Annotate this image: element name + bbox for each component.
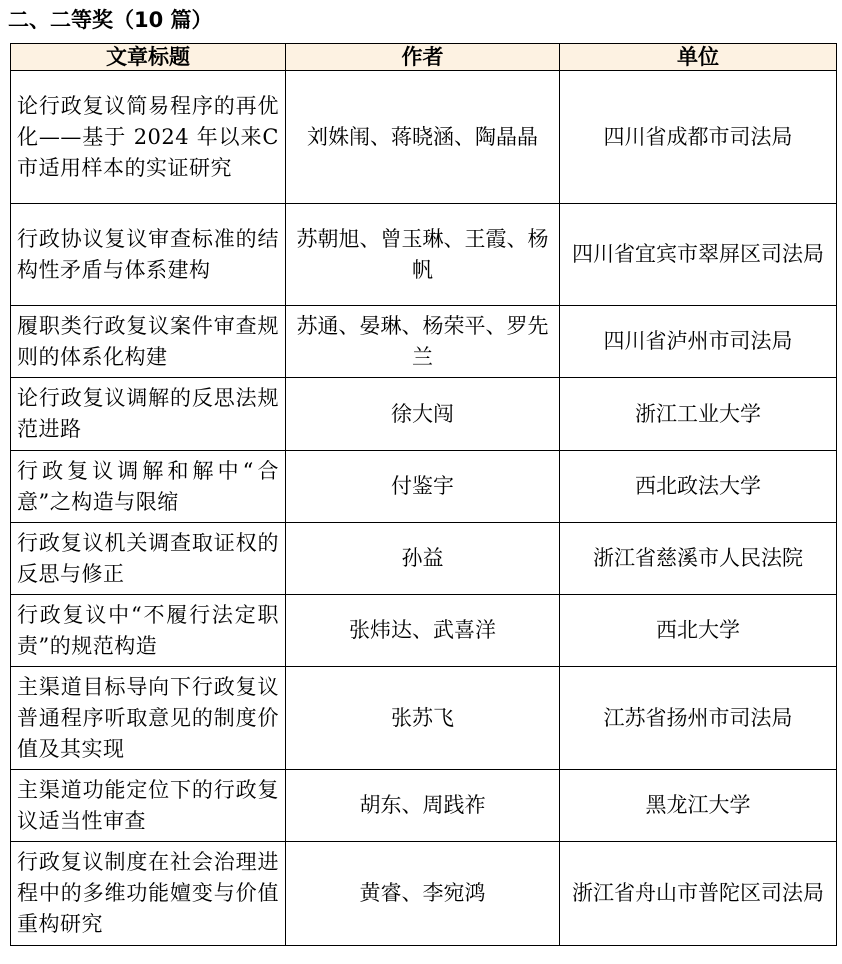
article-title-cell: 主渠道功能定位下的行政复议适当性审查 [11,770,286,842]
article-title-cell: 论行政复议调解的反思法规范进路 [11,378,286,451]
article-title-cell: 论行政复议简易程序的再优化——基于 2024 年以来C市适用样本的实证研究 [11,71,286,204]
organization-cell: 四川省泸州市司法局 [560,306,837,378]
table-row [11,842,837,946]
table-header-row [11,44,837,71]
author-cell: 苏朝旭、曾玉琳、王霞、杨帆 [286,204,560,306]
organization-cell: 四川省成都市司法局 [560,71,837,204]
organization-cell: 西北大学 [560,595,837,667]
article-title-cell: 行政协议复议审查标准的结构性矛盾与体系建构 [11,204,286,306]
table-row [11,451,837,523]
table-row [11,667,837,770]
author-cell: 张炜达、武喜洋 [286,595,560,667]
organization-cell: 浙江省舟山市普陀区司法局 [560,842,837,946]
author-cell: 孙益 [286,523,560,595]
column-header-author: 作者 [286,44,560,71]
organization-cell: 四川省宜宾市翠屏区司法局 [560,204,837,306]
table-row [11,204,837,306]
organization-cell: 浙江工业大学 [560,378,837,451]
section-heading: 二、二等奖（10 篇） [8,8,213,32]
author-cell: 徐大闯 [286,378,560,451]
table-row [11,770,837,842]
article-title-cell: 行政复议调解和解中“合意”之构造与限缩 [11,451,286,523]
author-cell: 张苏飞 [286,667,560,770]
column-header-title: 文章标题 [11,44,286,71]
table-row [11,306,837,378]
organization-cell: 黑龙江大学 [560,770,837,842]
article-title-cell: 行政复议制度在社会治理进程中的多维功能嬗变与价值重构研究 [11,842,286,946]
table-row [11,595,837,667]
article-title-cell: 主渠道目标导向下行政复议普通程序听取意见的制度价值及其实现 [11,667,286,770]
author-cell: 付鉴宇 [286,451,560,523]
article-title-cell: 行政复议机关调查取证权的反思与修正 [11,523,286,595]
table-row [11,378,837,451]
awards-table [10,43,837,946]
table-row [11,523,837,595]
table-row [11,71,837,204]
article-title-cell: 履职类行政复议案件审查规则的体系化构建 [11,306,286,378]
author-cell: 苏通、晏琳、杨荣平、罗先兰 [286,306,560,378]
column-header-org: 单位 [560,44,837,71]
organization-cell: 江苏省扬州市司法局 [560,667,837,770]
author-cell: 刘姝闱、蒋晓涵、陶晶晶 [286,71,560,204]
author-cell: 黄睿、李宛鸿 [286,842,560,946]
article-title-cell: 行政复议中“不履行法定职责”的规范构造 [11,595,286,667]
author-cell: 胡东、周践祚 [286,770,560,842]
organization-cell: 西北政法大学 [560,451,837,523]
organization-cell: 浙江省慈溪市人民法院 [560,523,837,595]
